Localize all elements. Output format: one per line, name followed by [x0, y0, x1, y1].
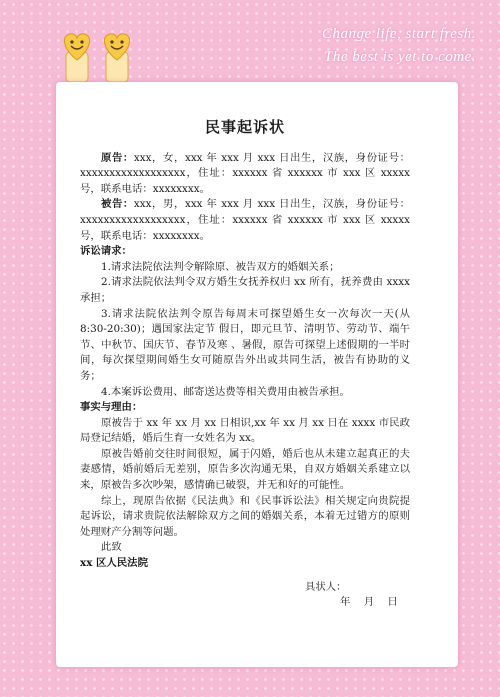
court-name: xx 区人民法院: [80, 557, 148, 570]
document-content: [80, 120, 410, 611]
claim-2: 2.请求法院依法判令双方婚生女抚养权归 xx 所有，抚养费由 xxxx 承担；: [80, 276, 410, 304]
signature-label: 具状人：: [305, 580, 347, 593]
claim-3: 3.请求法院依法判令原告每周末可探望婚生女一次每次一天(从 8:30-20:30)；遇国家法定节 假日，即元旦节、清明节、劳动节、端午节、中秋节、国庆节、春节及寒 、暑假，原告可探望上述假期的一半时间，每次探望期间婚生女可随原告外出或共同生活，被告有协助的义务；: [80, 307, 410, 382]
facts-heading: 事实与理由：: [80, 401, 143, 414]
claim-4: 4.本案诉讼费用、邮寄送达费等相关费用由被告承担。: [101, 385, 350, 398]
fact-2: 原被告婚前交往时间很短，属于闪婚，婚后也从未建立起真正的夫妻感情，婚前婚后无差别，原告多次沟通无果，自双方婚姻关系建立以来，原被告多次吵架，感情确已破裂，并无和好的可能性。: [80, 447, 410, 492]
plaintiff-label: 原告：: [101, 151, 134, 164]
slogan-line-2: The best is yet to come.: [324, 49, 476, 65]
fact-1: 原被告于 xx 年 xx 月 xx 日相识,xx 年 xx 月 xx 日在 xxxx 市民政局登记结婚，婚后生育一女姓名为 xx。: [80, 416, 410, 445]
defendant-paragraph: [80, 197, 410, 244]
slogan-line-1: Change life, start fresh.: [321, 26, 476, 42]
smiley-hearts-icon: [56, 30, 146, 85]
claim-1: 1.请求法院依法判令解除原、被告双方的婚姻关系；: [101, 260, 340, 273]
date-line: 年 月 日: [340, 596, 398, 609]
plaintiff-paragraph: [80, 151, 410, 198]
defendant-label: 被告：: [101, 198, 134, 211]
document-title: 民事起诉状: [204, 118, 285, 136]
closing-text: 此致: [101, 541, 122, 554]
claims-heading: 诉讼请求：: [80, 245, 132, 258]
plaintiff-text: xxx，女，xxx 年 xxx 月 xxx 日出生，汉族，身份证号：xxxxxxxxxxxxxxxxxx，住址：xxxxxx 省 xxxxxx 市 xxx 区 xxxxx 号，联系电话：xxxxxxxx。: [80, 151, 411, 195]
fact-3: 综上，现原告依据《民法典》和《民事诉讼法》相关规定向贵院提起诉讼，请求贵院依法解除双方之间的婚姻关系，本着无过错方的原则处理财产分割等问题。: [80, 494, 410, 538]
defendant-text: xxx，男，xxx 年 xxx 月 xxx 日出生，汉族，身份证号：xxxxxxxxxxxxxxxxxx，住址：xxxxxx 省 xxxxxx 市 xxx 区 xxxxx 号，联系电话：xxxxxxxx。: [80, 198, 411, 242]
